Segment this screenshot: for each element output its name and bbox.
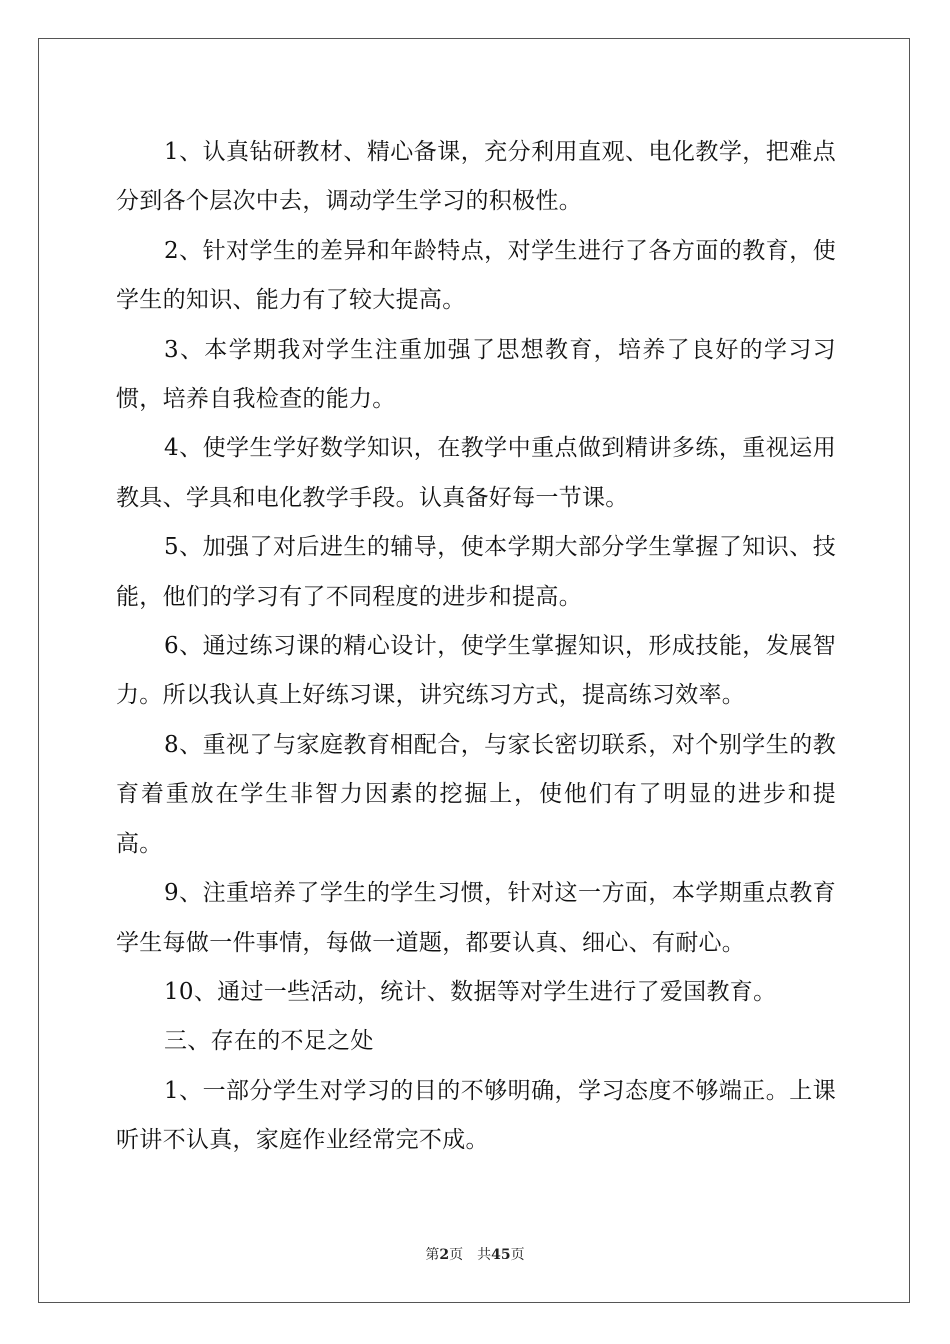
page-prefix: 第 (425, 1247, 440, 1263)
paragraph-item-6: 6、通过练习课的精心设计，使学生掌握知识，形成技能，发展智力。所以我认真上好练习课，讲究练习方式，提高练习效率。 (116, 633, 836, 709)
page-suffix: 页 (449, 1247, 464, 1263)
page-number: 2 (439, 1247, 450, 1263)
total-suffix: 页 (510, 1247, 525, 1263)
document-body (116, 128, 836, 1166)
paragraph-shortcoming-1: 1、一部分学生对学习的目的不够明确，学习态度不够端正。上课听讲不认真，家庭作业经常完不成。 (116, 1077, 836, 1154)
paragraph-item-1: 1、认真钻研教材、精心备课，充分利用直观、电化教学，把难点分到各个层次中去，调动学生学习的积极性。 (116, 139, 836, 215)
paragraph-item-5: 5、加强了对后进生的辅导，使本学期大部分学生掌握了知识、技能，他们的学习有了不同程度的进步和提高。 (116, 534, 836, 610)
paragraph-item-2: 2、针对学生的差异和年龄特点，对学生进行了各方面的教育，使学生的知识、能力有了较大提高。 (116, 237, 836, 314)
section-heading: 三、存在的不足之处 (164, 1028, 374, 1055)
paragraph-item-8: 8、重视了与家庭教育相配合，与家长密切联系，对个别学生的教育着重放在学生非智力因素的挖掘上，使他们有了明显的进步和提高。 (116, 731, 836, 857)
paragraph-item-4: 4、使学生学好数学知识，在教学中重点做到精讲多练，重视运用教具、学具和电化教学手段。认真备好每一节课。 (116, 435, 836, 511)
paragraph-item-10: 10、通过一些活动，统计、数据等对学生进行了爱国教育。 (164, 978, 777, 1005)
paragraph-item-3: 3、本学期我对学生注重加强了思想教育，培养了良好的学习习惯，培养自我检查的能力。 (116, 336, 836, 413)
total-pages: 45 (491, 1247, 511, 1263)
total-prefix: 共 (477, 1247, 492, 1263)
page-footer (0, 1244, 950, 1264)
paragraph-item-9: 9、注重培养了学生的学生习惯，针对这一方面，本学期重点教育学生每做一件事情，每做一道题，都要认真、细心、有耐心。 (116, 880, 836, 956)
